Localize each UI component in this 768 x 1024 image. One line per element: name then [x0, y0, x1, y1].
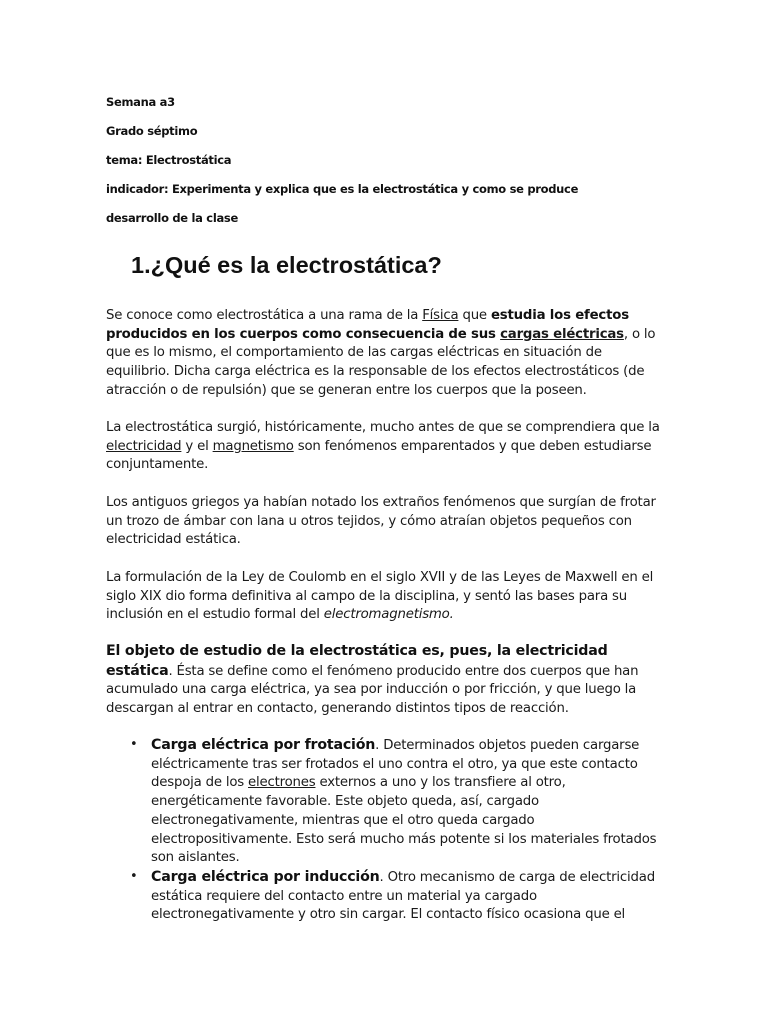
link-cargas-electricas[interactable]: cargas eléctricas — [500, 326, 624, 342]
list-item-text: . Otro mecanismo de carga de electricidad estática requiere del contacto entre un material ya cargado electronegativamente y otro sin cargar. El contacto físico ocasiona que el — [151, 869, 655, 923]
link-electricidad[interactable]: electricidad — [106, 438, 182, 454]
section-heading: 1.¿Qué es la electrostática? — [131, 252, 442, 278]
paragraph-text: La electrostática surgió, históricamente, mucho antes de que se comprendiera que la — [106, 420, 660, 435]
bold-text-part: estudia los efectos producidos en los cuerpos como consecuencia de sus — [106, 308, 629, 342]
bold-text: Carga eléctrica por inducción — [151, 868, 380, 885]
link-magnetismo[interactable]: magnetismo — [212, 438, 294, 454]
list-item — [128, 868, 668, 925]
paragraph-text: que — [458, 308, 491, 323]
paragraph-coulomb — [106, 569, 666, 625]
paragraph-history — [106, 419, 666, 475]
paragraph-text: y el — [181, 438, 213, 454]
bold-text: Carga eléctrica por frotación — [151, 737, 376, 753]
week-label: Semana a3 — [106, 95, 175, 109]
grade-label: Grado séptimo — [106, 124, 198, 138]
italic-text: electromagnetismo. — [323, 607, 454, 623]
class-development-label: desarrollo de la clase — [106, 211, 238, 225]
link-electrones[interactable]: electrones — [248, 775, 316, 791]
topic-label: tema: Electrostática — [106, 153, 232, 167]
bullet-icon: • — [130, 737, 138, 752]
paragraph-static-electricity — [106, 642, 666, 719]
paragraph-ancient-greeks: Los antiguos griegos ya habían notado los extraños fenómenos que surgían de frotar un trozo de ámbar con lana u otros tejidos, y cómo atraían objetos pequeños con electricidad estática. — [106, 495, 656, 548]
paragraph-text: Se conoce como electrostática a una rama de la — [106, 308, 423, 323]
paragraph-definition — [106, 307, 666, 401]
paragraph-text: . Ésta se define como el fenómeno producido entre dos cuerpos que han acumulado una carga eléctrica, ya sea por inducción o por fricción, y que luego la descargan al entrar en contacto, generando distintos tipos de reacción. — [106, 663, 639, 717]
paragraph-text: , o lo que es lo mismo, el comportamiento de las cargas eléctricas en situación de equilibrio. Dicha carga eléctrica es la responsable de los efectos electrostáticos (de atracción o de repulsión) que se generan entre los cuerpos que la poseen. — [106, 326, 656, 398]
bullet-list — [128, 736, 668, 925]
list-item-text: externos a uno y los transfiere al otro, energéticamente favorable. Este objeto queda, así, cargado electronegativamente, mientras que el otro queda cargado electropositivamente. Esto será mucho más potente si los materiales frotados son aislantes. — [151, 775, 657, 866]
bold-text: El objeto de estudio de la electrostática es, pues, la electricidad estática — [106, 643, 608, 679]
list-item — [128, 736, 668, 868]
paragraph-text: son fenómenos emparentados y que deben estudiarse conjuntamente. — [106, 438, 652, 473]
indicator-label: indicador: Experimenta y explica que es la electrostática y como se produce — [106, 182, 579, 196]
link-fisica[interactable]: Física — [422, 308, 459, 323]
list-item-text: . Determinados objetos pueden cargarse eléctricamente tras ser frotados el uno contra el otro, ya que este contacto despoja de los — [151, 738, 640, 791]
paragraph-text: La formulación de la Ley de Coulomb en el siglo XVII y de las Leyes de Maxwell en el siglo XIX dio forma definitiva al campo de la disciplina, y sentó las bases para su inclusión en el estudio formal del — [106, 570, 654, 623]
bullet-icon: • — [130, 868, 138, 884]
